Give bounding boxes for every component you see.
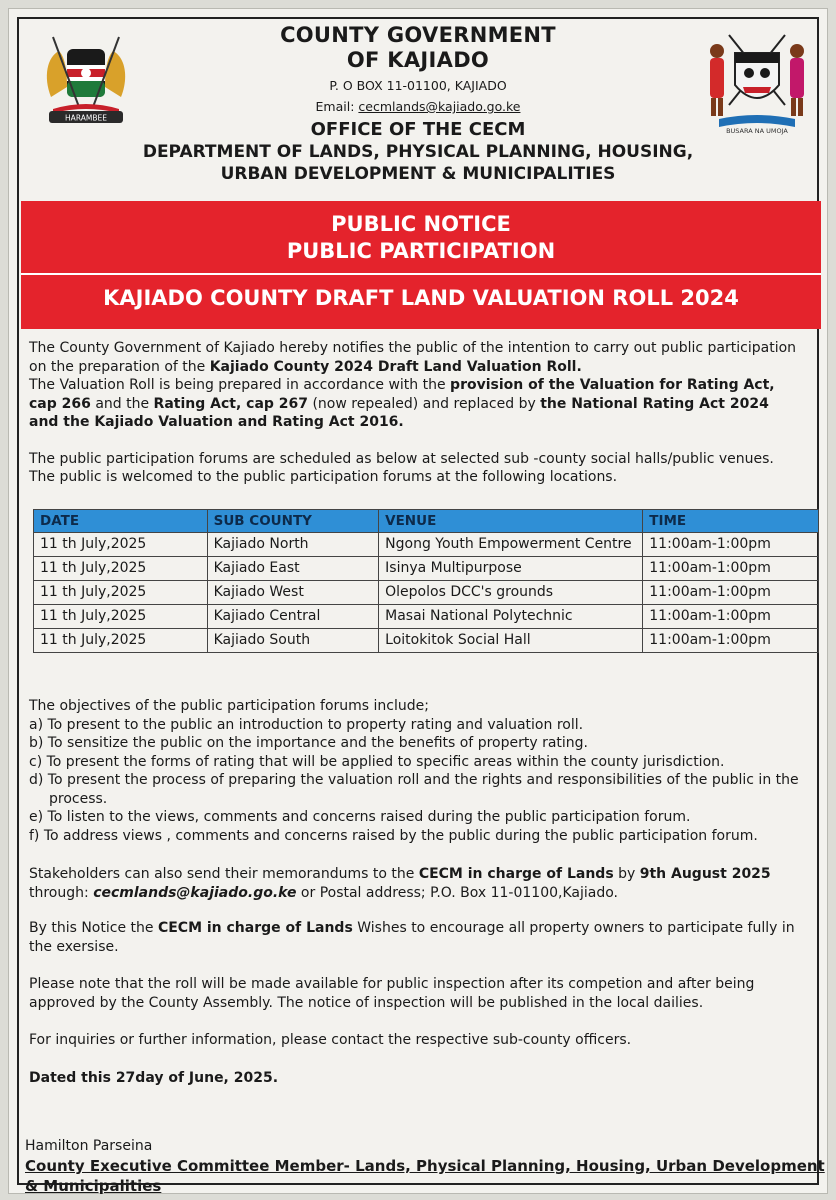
objective-item: e) To listen to the views, comments and concerns raised during the public participation forum. [29, 809, 691, 825]
objective-item: f) To address views , comments and concerns raised by the public during the public participation forum. [29, 827, 758, 844]
banner-roll-title: KAJIADO COUNTY DRAFT LAND VALUATION ROLL 2024 [103, 286, 739, 310]
dated-line: Dated this 27day of June, 2025. [29, 1070, 279, 1086]
forum-schedule-table [33, 509, 819, 653]
cell-time: 11:00am-1:00pm [643, 605, 819, 629]
email-line [9, 98, 827, 115]
cell-sub-county: Kajiado East [207, 557, 379, 581]
notice-banner [21, 201, 821, 329]
objective-item: b) To sensitize the public on the importance and the benefits of property rating. [29, 735, 588, 751]
cell-sub-county: Kajiado West [207, 581, 379, 605]
cell-time: 11:00am-1:00pm [643, 533, 819, 557]
intro-paragraph-2: The Valuation Roll is being prepared in accordance with the provision of the Valuation for Rating Act, cap 266 and the Rating Act, cap 267 (now repealed) and replaced by the National Rating Act 2024 and the Kajiado Valuation and Rating Act 2016. [29, 377, 775, 430]
cell-venue: Loitokitok Social Hall [379, 629, 643, 653]
objective-item: a) To present to the public an introduction to property rating and valuation roll. [29, 716, 584, 733]
org-name-line2: OF KAJIADO [346, 48, 490, 72]
cell-sub-county: Kajiado Central [207, 605, 379, 629]
letterhead [9, 23, 827, 185]
org-name-line1: COUNTY GOVERNMENT [280, 23, 556, 47]
cell-venue: Masai National Polytechnic [379, 605, 643, 629]
table-row [34, 581, 819, 605]
cell-sub-county: Kajiado North [207, 533, 379, 557]
notice-page [8, 8, 828, 1194]
email-label: Email: [315, 99, 355, 114]
objectives-intro: The objectives of the public participation forums include; [29, 698, 429, 714]
header-venue: VENUE [379, 510, 643, 533]
office-title: OFFICE OF THE CECM [310, 119, 526, 140]
table-row [34, 605, 819, 629]
cell-date: 11 th July,2025 [34, 629, 208, 653]
objectives-section [29, 697, 803, 845]
header-sub-county: SUB COUNTY [207, 510, 379, 533]
cell-date: 11 th July,2025 [34, 557, 208, 581]
inquiries-paragraph: For inquiries or further information, please contact the respective sub-county officers. [29, 1032, 632, 1048]
banner-divider [21, 273, 821, 275]
cell-date: 11 th July,2025 [34, 581, 208, 605]
encourage-paragraph: By this Notice the CECM in charge of Lands Wishes to encourage all property owners to participate fully in the exersise. [29, 920, 795, 955]
logo-left-motto: HARAMBEE [65, 113, 107, 123]
objective-item: c) To present the forms of rating that will be applied to specific areas within the county jurisdiction. [29, 753, 725, 770]
header-time: TIME [643, 510, 819, 533]
cell-time: 11:00am-1:00pm [643, 557, 819, 581]
postal-address: P. O BOX 11-01100, KAJIADO [329, 78, 507, 93]
cell-date: 11 th July,2025 [34, 533, 208, 557]
department-line1: DEPARTMENT OF LANDS, PHYSICAL PLANNING, HOUSING, [142, 142, 694, 162]
intro-paragraph-3: The public participation forums are scheduled as below at selected sub -county social halls/public venues. The public is welcomed to the public participation forums at the following locations. [29, 450, 774, 485]
cell-time: 11:00am-1:00pm [643, 629, 819, 653]
table-row [34, 629, 819, 653]
department-line2: URBAN DEVELOPMENT & MUNICIPALITIES [220, 164, 616, 184]
memorandum-paragraph: Stakeholders can also send their memorandums to the CECM in charge of Lands by 9th August 2025 through: cecmlands@kajiado.go.ke or Postal address; P.O. Box 11-01100,Kajiado. [29, 866, 771, 901]
cell-date: 11 th July,2025 [34, 605, 208, 629]
intro-paragraph-1: The County Government of Kajiado hereby notifies the public of the intention to carry out public participation on the preparation of the Kajiado County 2024 Draft Land Valuation Roll. [29, 340, 797, 375]
signature-block [25, 1136, 827, 1196]
inspection-paragraph: Please note that the roll will be made available for public inspection after its competion and after being approved by the County Assembly. The notice of inspection will be published in the local dailies. [29, 976, 755, 1011]
intro-section [29, 339, 803, 487]
signatory-title: County Executive Committee Member- Lands, Physical Planning, Housing, Urban Development & Municipalities [25, 1157, 825, 1195]
banner-public-participation: PUBLIC PARTICIPATION [286, 239, 556, 263]
cell-venue: Isinya Multipurpose [379, 557, 643, 581]
cell-venue: Ngong Youth Empowerment Centre [379, 533, 643, 557]
signatory-name: Hamilton Parseina [25, 1138, 153, 1154]
memo-email[interactable]: cecmlands@kajiado.go.ke [93, 884, 297, 901]
banner-public-notice: PUBLIC NOTICE [331, 212, 511, 236]
objective-item: d) To present the process of preparing the valuation roll and the rights and responsibilities of the public in the process. [29, 772, 799, 807]
table-row [34, 533, 819, 557]
cell-venue: Olepolos DCC's grounds [379, 581, 643, 605]
cell-sub-county: Kajiado South [207, 629, 379, 653]
cell-time: 11:00am-1:00pm [643, 581, 819, 605]
table-header-row [34, 510, 819, 533]
header-date: DATE [34, 510, 208, 533]
email-link[interactable]: cecmlands@kajiado.go.ke [358, 99, 521, 114]
logo-right-motto: BUSARA NA UMOJA [726, 127, 788, 135]
table-row [34, 557, 819, 581]
